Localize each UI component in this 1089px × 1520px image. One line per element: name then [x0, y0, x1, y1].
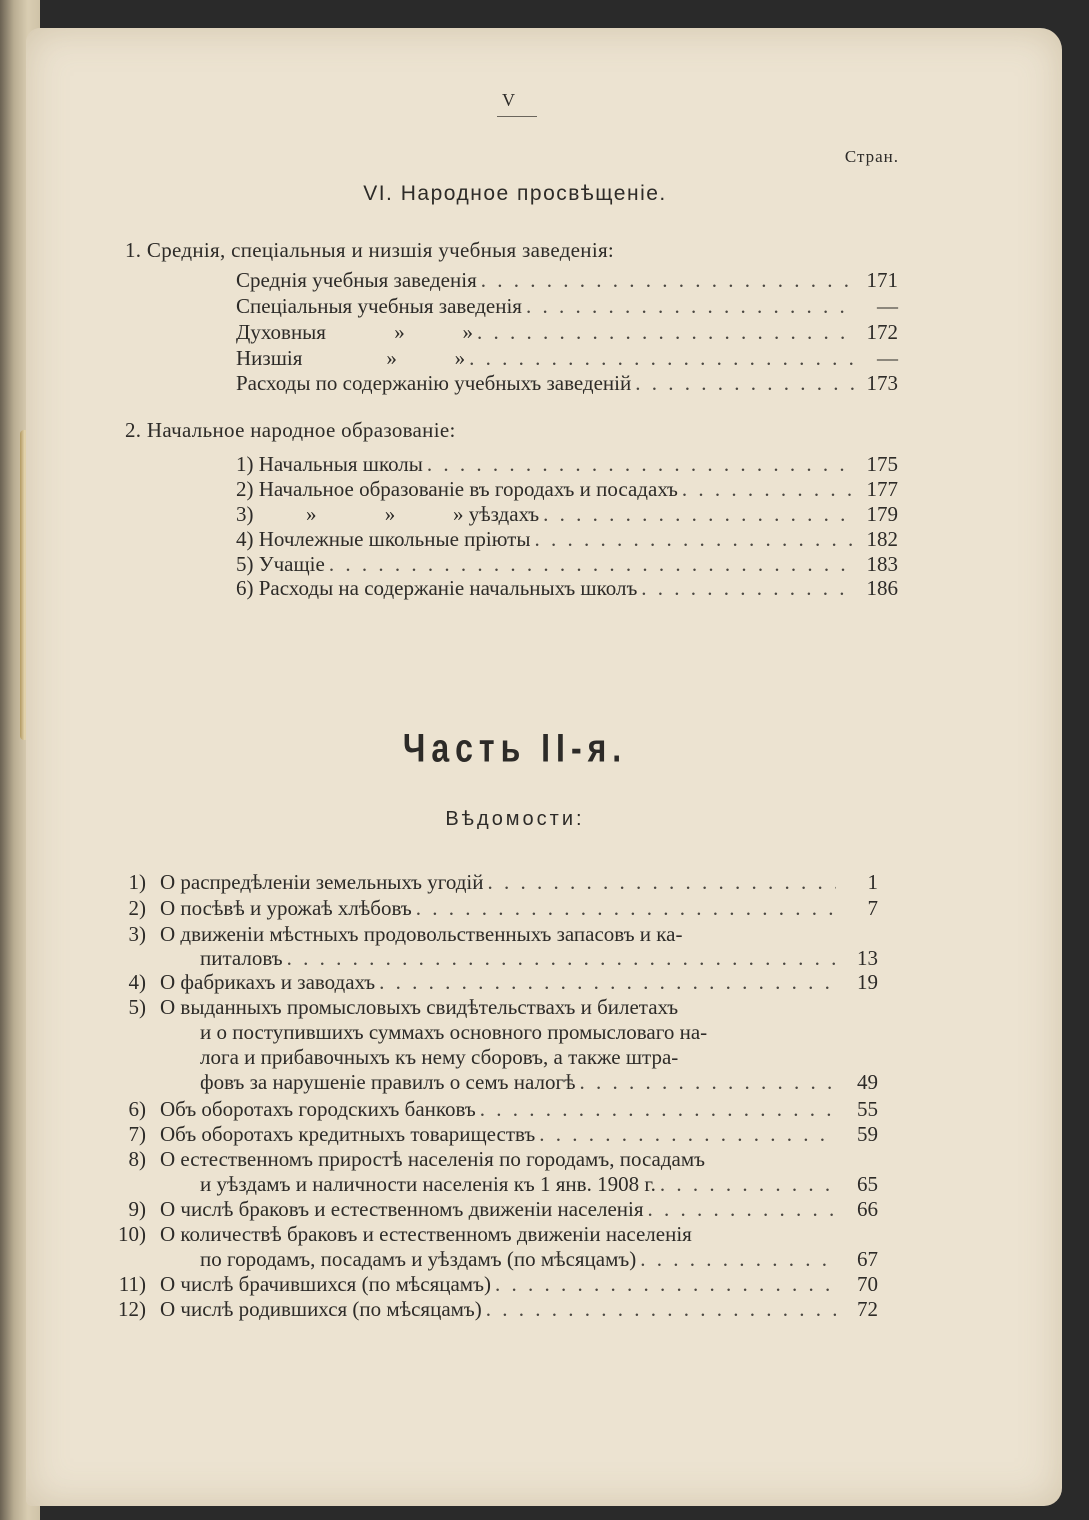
- statement-number: 1): [128, 870, 146, 894]
- page-number: V: [502, 90, 515, 110]
- statement-row: О числѣ брачившихся (по мѣсяцамъ) . . . 70: [160, 1272, 836, 1297]
- section-title: VI. Народное просвѣщеніе.: [363, 182, 667, 205]
- statement-row: по городамъ, посадамъ и уѣздамъ (по мѣсяцамъ) . . . 67: [200, 1247, 836, 1272]
- group-2-heading: 2. Начальное народное образованіе:: [125, 418, 456, 442]
- statement-number: 12): [118, 1297, 146, 1321]
- statement-row: и уѣздамъ и наличности населенія къ 1 янв. 1908 г. . . . 65: [200, 1172, 836, 1197]
- statement-line: лога и прибавочныхъ къ нему сборовъ, а также штра-: [200, 1045, 679, 1069]
- statement-number: 5): [128, 995, 146, 1019]
- group-1-heading: 1. Среднія, спеціальныя и низшія учебныя заведенія:: [125, 238, 615, 262]
- statement-line: О количествѣ браковъ и естественномъ движеніи населенія: [160, 1222, 692, 1246]
- statement-number: 2): [128, 896, 146, 920]
- statement-row: О числѣ родившихся (по мѣсяцамъ) . . . 72: [160, 1297, 836, 1322]
- toc-row: 1) Начальныя школы . . . 175: [236, 452, 856, 477]
- toc-row: 4) Ночлежные школьные пріюты . . . 182: [236, 527, 856, 552]
- subtitle: Вѣдомости:: [445, 808, 585, 830]
- toc-row: Расходы по содержанію учебныхъ заведеній . . . 173: [236, 371, 856, 396]
- statement-line: и о поступившихъ суммахъ основного промысловаго на-: [200, 1020, 708, 1044]
- toc-row: 3) » » » уѣздахъ . . . 179: [236, 502, 856, 527]
- toc-row: Низшія » » . . . —: [236, 346, 856, 371]
- statement-number: 8): [128, 1147, 146, 1171]
- statement-row: О числѣ браковъ и естественномъ движеніи населенія . . . 66: [160, 1197, 836, 1222]
- statement-line: О естественномъ приростѣ населенія по городамъ, посадамъ: [160, 1147, 706, 1171]
- toc-row: Среднія учебныя заведенія . . . 171: [236, 268, 856, 293]
- statement-line: О выданныхъ промысловыхъ свидѣтельствахъ и билетахъ: [160, 995, 679, 1019]
- statement-number: 7): [128, 1122, 146, 1146]
- toc-row: 6) Расходы на содержаніе начальныхъ школъ . . . 186: [236, 576, 856, 601]
- statement-line: О движеніи мѣстныхъ продовольственныхъ запасовъ и ка-: [160, 922, 683, 946]
- statement-number: 10): [118, 1222, 146, 1246]
- part-title: Часть II-я.: [402, 725, 628, 771]
- statement-row: О распредѣленіи земельныхъ угодій . . . 1: [160, 870, 836, 895]
- toc-row: Спеціальныя учебныя заведенія . . . —: [236, 294, 856, 319]
- statement-row: питаловъ . . . 13: [200, 946, 836, 971]
- statement-row: Объ оборотахъ кредитныхъ товариществъ . . . 59: [160, 1122, 836, 1147]
- toc-row: Духовныя » » . . . 172: [236, 320, 856, 345]
- statement-number: 9): [128, 1197, 146, 1221]
- statement-row: фовъ за нарушеніе правилъ о семъ налогѣ . . . 49: [200, 1070, 836, 1095]
- toc-row: 5) Учащіе . . . 183: [236, 552, 856, 577]
- statement-row: Объ оборотахъ городскихъ банковъ . . . 55: [160, 1097, 836, 1122]
- statement-row: О фабрикахъ и заводахъ . . . 19: [160, 970, 836, 995]
- column-header-pages: Стран.: [844, 147, 899, 166]
- page-number-rule: [497, 116, 537, 117]
- toc-row: 2) Начальное образованіе въ городахъ и посадахъ . . . 177: [236, 477, 856, 502]
- statement-number: 6): [128, 1097, 146, 1121]
- statement-number: 3): [128, 922, 146, 946]
- statement-number: 4): [128, 970, 146, 994]
- statement-number: 11): [118, 1272, 146, 1296]
- statement-row: О посѣвѣ и урожаѣ хлѣбовъ . . . 7: [160, 896, 836, 921]
